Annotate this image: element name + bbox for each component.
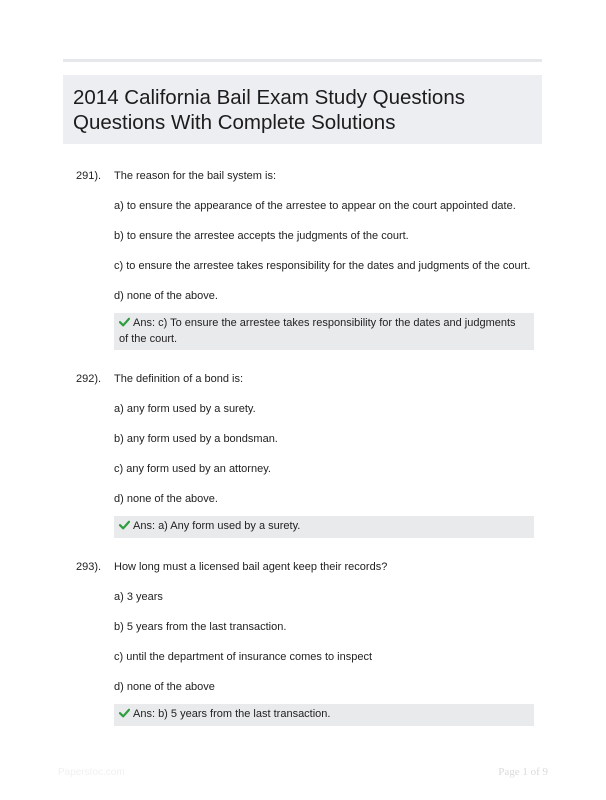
check-icon: [119, 317, 130, 332]
option-a: a) any form used by a surety.: [114, 403, 256, 415]
top-divider: [63, 59, 542, 62]
question-number: 291).: [76, 170, 102, 182]
option-d: d) none of the above.: [114, 290, 218, 302]
option-a: a) to ensure the appearance of the arrestee to appear on the court appointed date.: [114, 200, 516, 212]
answer-text: Ans: a) Any form used by a surety.: [133, 520, 301, 532]
question-text: How long must a licensed bail agent keep their records?: [114, 561, 388, 573]
answer-text: Ans: b) 5 years from the last transaction.: [133, 708, 331, 720]
question-text: The definition of a bond is:: [114, 373, 244, 385]
option-b: b) to ensure the arrestee accepts the judgments of the court.: [114, 230, 409, 242]
option-b: b) 5 years from the last transaction.: [114, 621, 287, 633]
page-number: Page 1 of 9: [498, 766, 548, 778]
document-title: [63, 75, 542, 144]
answer-text: Ans: c) To ensure the arrestee takes responsibility for the dates and judgments of the court.: [119, 317, 516, 345]
option-c: c) any form used by an attorney.: [114, 463, 271, 475]
question-number: 292).: [76, 373, 102, 385]
option-d: d) none of the above.: [114, 493, 218, 505]
check-icon: [119, 520, 130, 535]
option-a: a) 3 years: [114, 591, 163, 603]
question-number: 293).: [76, 561, 102, 573]
answer-box: [114, 313, 534, 350]
title-line-1: 2014 California Bail Exam Study Questions: [73, 86, 465, 109]
option-b: b) any form used by a bondsman.: [114, 433, 278, 445]
footer-site-watermark: Paperstoc.com: [58, 767, 125, 778]
answer-box: [114, 704, 534, 726]
option-c: c) until the department of insurance comes to inspect: [114, 651, 373, 663]
check-icon: [119, 708, 130, 723]
option-c: c) to ensure the arrestee takes responsibility for the dates and judgments of the court.: [114, 260, 531, 272]
question-text: The reason for the bail system is:: [114, 170, 277, 182]
answer-box: [114, 516, 534, 538]
option-d: d) none of the above: [114, 681, 215, 693]
title-line-2: Questions With Complete Solutions: [73, 111, 396, 134]
